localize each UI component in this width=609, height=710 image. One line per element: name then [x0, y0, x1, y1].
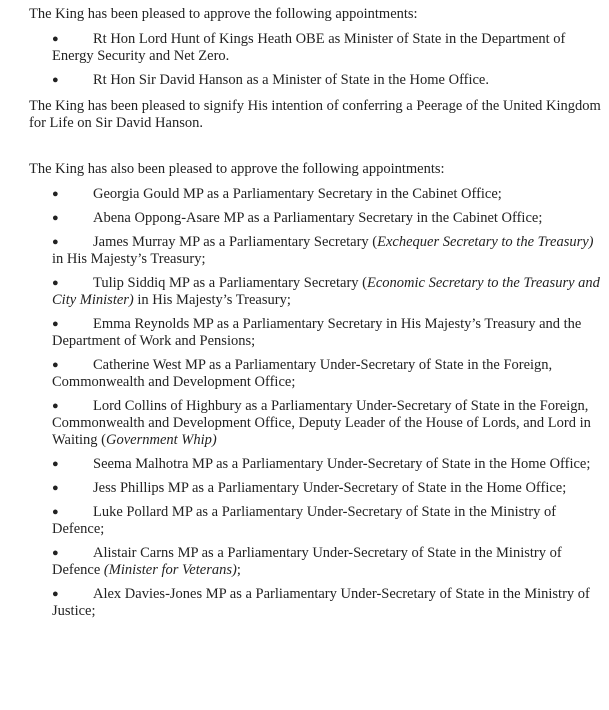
- bullet-icon: ●: [52, 277, 59, 289]
- item-text: ;: [236, 562, 241, 578]
- bullet-icon: ●: [52, 33, 59, 45]
- item-text: Georgia Gould MP as a Parliamentary Secretary in the Cabinet Office;: [93, 186, 502, 202]
- list-spacer: [29, 391, 603, 398]
- list-item: [29, 545, 603, 579]
- list-spacer: [29, 497, 603, 504]
- list-spacer: [29, 350, 603, 357]
- peerage-paragraph: The King has been pleased to signify His intention of conferring a Peerage of the United Kingdom for Life on Sir David Hanson.: [29, 98, 601, 131]
- list-spacer: [29, 538, 603, 545]
- bullet-icon: ●: [52, 547, 59, 559]
- italic-text: Government Whip): [106, 432, 217, 448]
- item-text: Lord Collins of Highbury as a Parliamentary Under-Secretary of State in the Foreign, Commonwealth and Development Office, Deputy Leader of the House of Lords, and Lord in Waiting (: [52, 398, 591, 448]
- list-item: [29, 275, 603, 309]
- list-item: [29, 186, 603, 203]
- list-item: [29, 210, 603, 227]
- list-item: [29, 398, 603, 449]
- bullet-icon: ●: [52, 400, 59, 412]
- list-item: [29, 480, 603, 497]
- list-item: [29, 316, 603, 350]
- item-text: Rt Hon Sir David Hanson as a Minister of State in the Home Office.: [93, 72, 489, 88]
- list-item: [29, 72, 603, 89]
- item-text: Luke Pollard MP as a Parliamentary Under-Secretary of State in the Ministry of Defence;: [52, 504, 557, 537]
- item-text: Catherine West MP as a Parliamentary Under-Secretary of State in the Foreign, Commonwealth and Development Office;: [52, 357, 553, 390]
- item-text: in His Majesty’s Treasury;: [52, 251, 206, 267]
- item-text: Jess Phillips MP as a Parliamentary Under-Secretary of State in the Home Office;: [93, 480, 567, 496]
- list-spacer: [29, 203, 603, 210]
- list-item: [29, 456, 603, 473]
- list-spacer: [29, 449, 603, 456]
- appointments-list-1: [29, 31, 603, 89]
- item-text: Abena Oppong-Asare MP as a Parliamentary Secretary in the Cabinet Office;: [93, 210, 543, 226]
- item-text: James Murray MP as a Parliamentary Secretary (: [93, 234, 378, 250]
- item-text: Alex Davies-Jones MP as a Parliamentary Under-Secretary of State in the Ministry of Justice;: [52, 586, 590, 619]
- list-spacer: [29, 227, 603, 234]
- bullet-icon: ●: [52, 359, 59, 371]
- bullet-icon: ●: [52, 482, 59, 494]
- list-item: [29, 586, 603, 620]
- list-item: [29, 31, 603, 65]
- item-text: Tulip Siddiq MP as a Parliamentary Secretary (: [93, 275, 367, 291]
- bullet-icon: ●: [52, 506, 59, 518]
- list-item: [29, 357, 603, 391]
- list-spacer: [29, 579, 603, 586]
- second-intro-paragraph: The King has also been pleased to approve the following appointments:: [29, 161, 445, 177]
- list-spacer: [29, 309, 603, 316]
- bullet-icon: ●: [52, 74, 59, 86]
- bullet-icon: ●: [52, 318, 59, 330]
- bullet-icon: ●: [52, 188, 59, 200]
- appointments-list-2: [29, 186, 603, 620]
- italic-text: Exchequer Secretary to the Treasury): [377, 234, 594, 250]
- item-text: Emma Reynolds MP as a Parliamentary Secretary in His Majesty’s Treasury and the Department of Work and Pensions;: [52, 316, 582, 349]
- list-spacer: [29, 268, 603, 275]
- italic-text: (Minister for Veterans): [103, 562, 237, 578]
- list-spacer: [29, 473, 603, 480]
- bullet-icon: ●: [52, 236, 59, 248]
- item-text: Rt Hon Lord Hunt of Kings Heath OBE as Minister of State in the Department of Energy Security and Net Zero.: [52, 31, 566, 64]
- italic-text: Economic Secretary to the Treasury and City Minister): [52, 275, 600, 308]
- list-spacer: [29, 65, 603, 72]
- item-text: Seema Malhotra MP as a Parliamentary Under-Secretary of State in the Home Office;: [93, 456, 591, 472]
- bullet-icon: ●: [52, 212, 59, 224]
- bullet-icon: ●: [52, 458, 59, 470]
- list-item: [29, 504, 603, 538]
- intro-paragraph: The King has been pleased to approve the following appointments:: [29, 6, 418, 22]
- list-item: [29, 234, 603, 268]
- item-text: Alistair Carns MP as a Parliamentary Under-Secretary of State in the Ministry of Defence: [52, 545, 562, 578]
- item-text: in His Majesty’s Treasury;: [133, 292, 291, 308]
- bullet-icon: ●: [52, 588, 59, 600]
